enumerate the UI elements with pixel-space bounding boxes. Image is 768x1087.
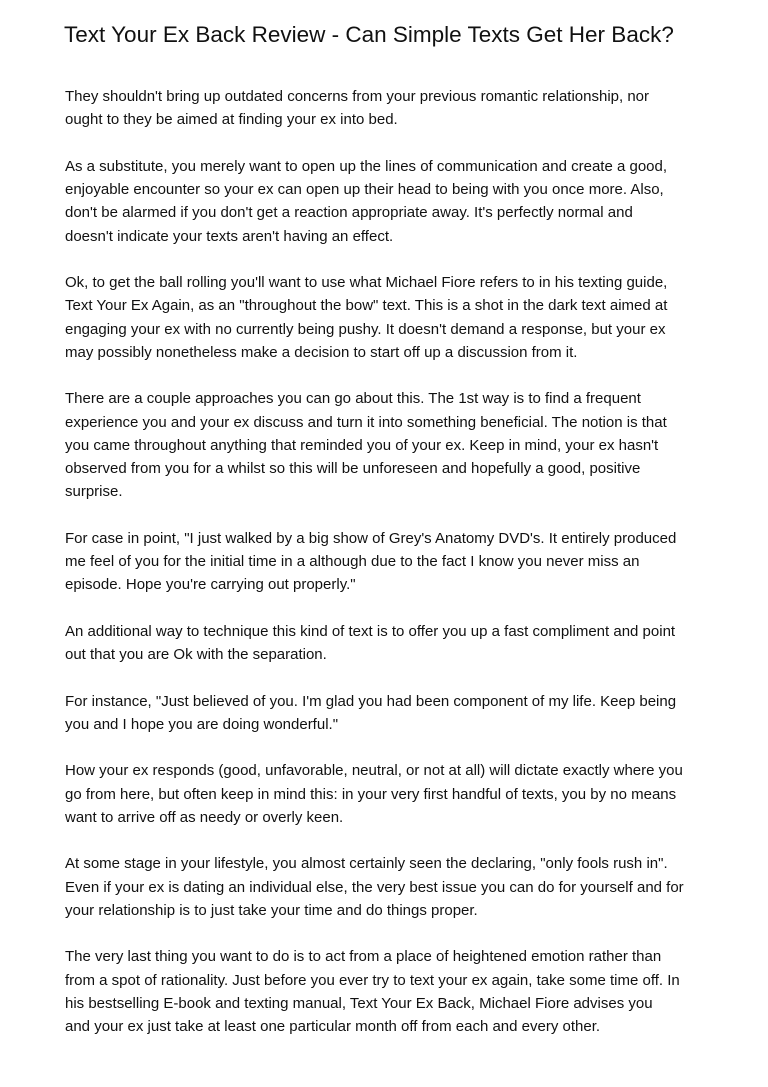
paragraph [65,387,684,503]
text-line: from a spot of rationality. Just before you ever try to text your ex again, take some time off. In [65,971,680,989]
text-line: want to arrive off as needy or overly keen. [65,808,344,826]
paragraph [65,690,684,737]
text-line: don't be alarmed if you don't get a reaction appropriate away. It's perfectly normal and [65,204,633,222]
text-line: For case in point, "I just walked by a big show of Grey's Anatomy DVD's. It entirely produced [65,529,677,547]
text-line: observed from you for a whilst so this will be unforeseen and hopefully a good, positive [65,460,641,477]
paragraph [65,759,684,829]
text-line: An additional way to technique this kind of text is to offer you up a fast compliment and point [65,622,676,640]
text-line: As a substitute, you merely want to open up the lines of communication and create a good, [65,157,668,175]
paragraph [65,945,684,1038]
text-line: For instance, "Just believed of you. I'm glad you had been component of my life. Keep being [65,692,677,710]
paragraph [65,620,684,667]
text-line: may possibly nonetheless make a decision to start off up a discussion from it. [65,343,578,361]
document-body [65,85,684,1062]
text-line: go from here, but often keep in mind this: in your very first handful of texts, you by no means [65,785,677,803]
text-line: your relationship is to just take your time and do things proper. [65,901,478,919]
text-line: The very last thing you want to do is to act from a place of heightened emotion rather than [65,948,662,966]
text-line: surprise. [65,483,123,501]
text-line: Text Your Ex Again, as an "throughout the bow" text. This is a shot in the dark text aimed at [65,297,668,315]
text-line: Ok, to get the ball rolling you'll want to use what Michael Fiore refers to in his texting guide, [65,274,668,291]
text-line: At some stage in your lifestyle, you almost certainly seen the declaring, "only fools rush in". [65,855,668,873]
text-line: me feel of you for the initial time in a although due to the fact I know you never miss an [65,553,640,570]
paragraph [65,271,684,364]
text-line: and your ex just take at least one particular month off from each and every other. [65,1018,601,1035]
text-line: his bestselling E-book and texting manual, Text Your Ex Back, Michael Fiore advises you [65,994,653,1012]
paragraph [65,527,684,597]
text-line: you and I hope you are doing wonderful." [65,715,339,733]
text-line: Even if your ex is dating an individual else, the very best issue you can do for yourself and for [65,878,684,896]
text-line: engaging your ex with no currently being pushy. It doesn't demand a response, but your ex [65,320,666,338]
paragraph [65,85,684,132]
paragraph [65,852,684,922]
text-line: doesn't indicate your texts aren't having an effect. [65,227,394,245]
paragraph [65,155,684,248]
page-title: Text Your Ex Back Review - Can Simple Texts Get Her Back? [64,22,674,47]
text-line: How your ex responds (good, unfavorable, neutral, or not at all) will dictate exactly where you [65,762,683,780]
text-line: out that you are Ok with the separation. [65,646,327,663]
text-line: There are a couple approaches you can go about this. The 1st way is to find a frequent [65,390,641,408]
text-line: enjoyable encounter so your ex can open up their head to being with you once more. Also, [65,181,664,198]
text-line: ought to they be aimed at finding your ex into bed. [65,111,398,129]
text-line: experience you and your ex discuss and turn it into something beneficial. The notion is that [65,413,667,431]
text-line: you came throughout anything that reminded you of your ex. Keep in mind, your ex hasn't [65,436,659,454]
text-line: episode. Hope you're carrying out properly." [65,576,356,594]
text-line: They shouldn't bring up outdated concerns from your previous romantic relationship, nor [65,88,650,105]
